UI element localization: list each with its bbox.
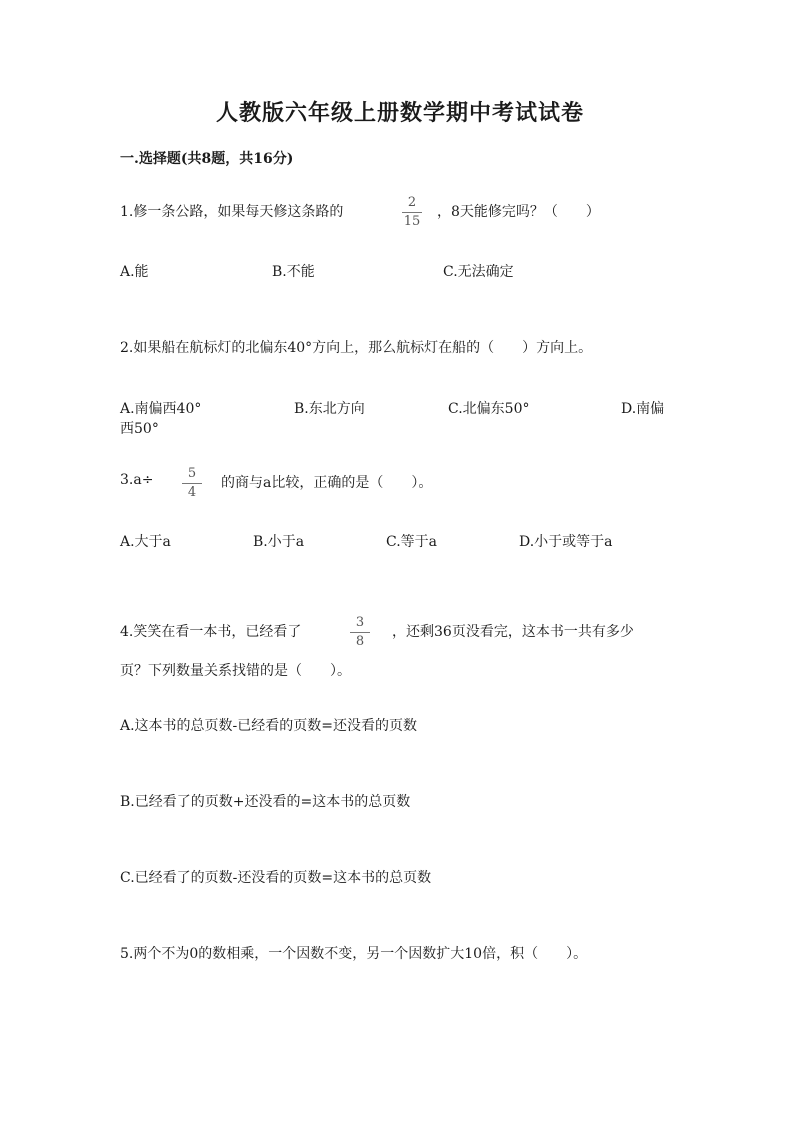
q4-option-b: B.已经看了的页数+还没看的=这本书的总页数 [120,794,411,810]
q3-option-d: D.小于或等于a [519,534,613,550]
fraction-bar [402,212,422,213]
q2-option-d: D.南偏 [621,401,665,417]
q4-fraction [348,615,372,650]
q2-stem: 2.如果船在航标灯的北偏东40°方向上，那么航标灯在船的（ ）方向上。 [120,340,593,356]
q4-stem-line2: 页？下列数量关系找错的是（ ）。 [120,663,351,679]
q1-fraction-denominator: 15 [403,214,421,229]
q1-fraction [400,195,424,230]
fraction-bar [350,632,370,633]
q4-stem-start: 4.笑笑在看一本书，已经看了 [120,624,302,640]
q2-option-d-wrap: 西50° [120,421,159,437]
q1-stem-start: 1.修一条公路，如果每天修这条路的 [120,204,344,220]
q3-stem-start: 3.a÷ [120,472,154,488]
q1-option-a: A.能 [120,264,149,280]
fraction-bar [182,483,202,484]
q3-fraction [180,466,204,501]
q5-stem: 5.两个不为0的数相乘，一个因数不变，另一个因数扩大10倍，积（ ）。 [120,946,588,962]
q3-option-c: C.等于a [386,534,438,550]
exam-title: 人教版六年级上册数学期中考试试卷 [215,100,584,126]
q1-option-b: B.不能 [272,264,315,280]
q2-option-c: C.北偏东50° [448,401,530,417]
q1-option-c: C.无法确定 [443,264,514,280]
q2-option-a: A.南偏西40° [120,401,202,417]
q2-option-b: B.东北方向 [294,401,365,417]
q3-fraction-numerator: 5 [187,466,197,481]
q4-fraction-numerator: 3 [355,615,365,630]
q4-stem-end: ，还剩36页没看完，这本书一共有多少 [392,624,634,640]
q4-fraction-denominator: 8 [355,634,365,649]
q3-option-a: A.大于a [120,534,171,550]
section-heading: 一.选择题(共8题，共16分) [120,151,294,167]
q3-stem-end: 的商与a比较，正确的是（ ）。 [221,475,433,491]
q4-option-c: C.已经看了的页数-还没看的页数=这本书的总页数 [120,870,432,886]
q3-fraction-denominator: 4 [187,485,197,500]
q1-fraction-numerator: 2 [407,195,417,210]
q4-option-a: A.这本书的总页数-已经看的页数=还没看的页数 [120,718,418,734]
q3-option-b: B.小于a [253,534,305,550]
q1-stem-end: ，8天能修完吗？（ ） [437,204,600,220]
